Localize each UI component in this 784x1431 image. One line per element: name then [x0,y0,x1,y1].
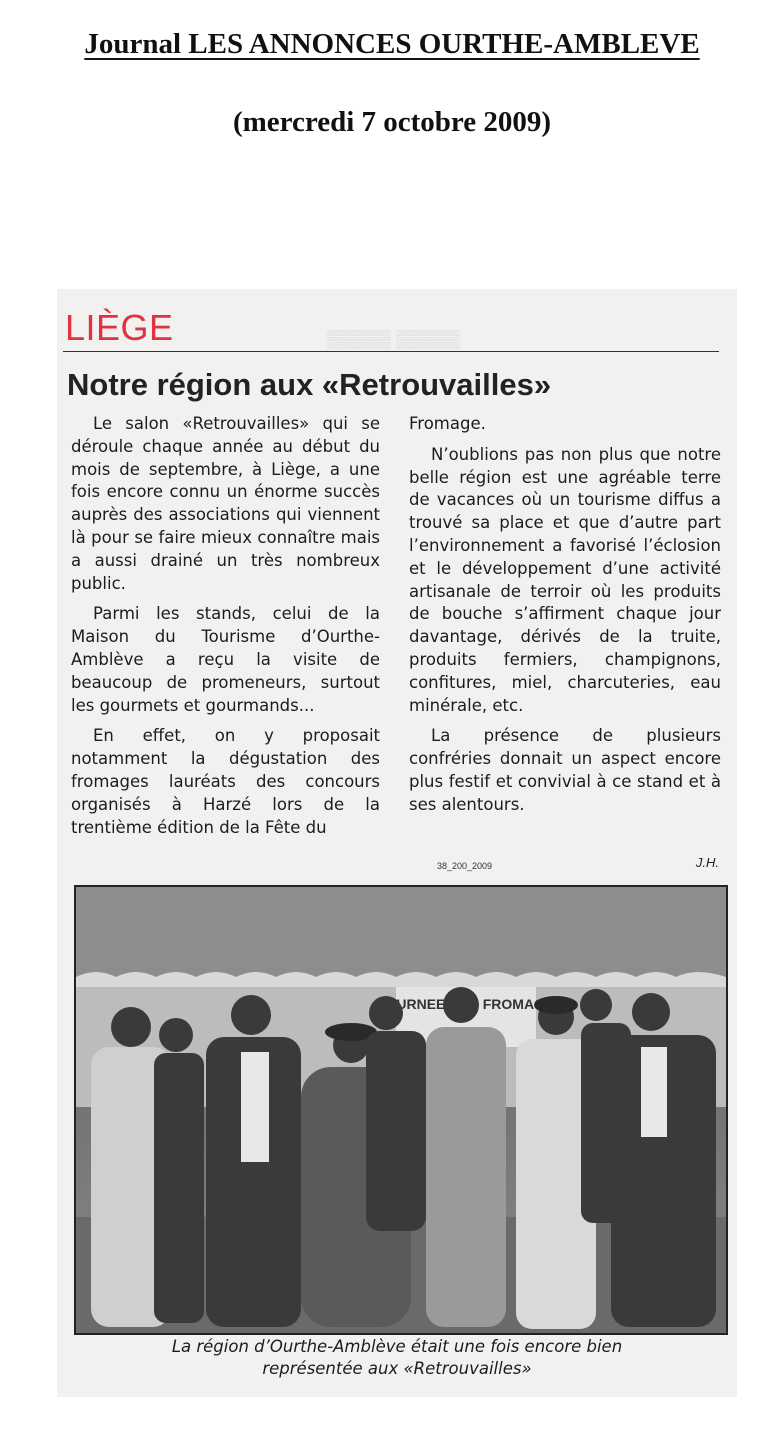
newspaper-clipping [57,289,737,1397]
paragraph: La présence de plusieurs confréries donnait un aspect encore plus festif et convivial à ce stand et à ses alentours. [409,726,721,814]
paragraph: Fromage. [409,414,486,433]
section-label: LIÈGE [65,307,174,348]
bleed-through: ▒▒▒▒▒ ▒▒▒▒▒ [327,329,460,349]
reference-code: 38_200_2009 [437,861,493,871]
photo-banner-text: JOURNEES FROMAGE [377,996,555,1012]
section-rule [63,351,719,352]
group-photo [74,885,728,1335]
photo-illustration [76,887,726,1333]
paragraph: Le salon «Retrouvailles» qui se déroule chaque année au début du mois de septembre, à Liège, a une fois encore connu un énorme succès auprès des associations qui viennent là pour se faire mieux connaître mais a aussi drainé un très nombreux public. [71,414,380,593]
author-signature: J.H. [695,855,719,870]
paragraph: En effet, on y proposait notamment la dégustation des fromages lauréats des concours organisés à Harzé lors de la trentième édition de la Fête du [71,726,380,837]
headline: Notre région aux «Retrouvailles» [67,367,552,402]
document-title: Journal LES ANNONCES OURTHE-AMBLEVE [84,28,700,60]
article-column-1 [71,413,380,847]
caption-line: La région d’Ourthe-Amblève était une fois encore bien [171,1337,623,1356]
paragraph: Parmi les stands, celui de la Maison du Tourisme d’Ourthe-Amblève a reçu la visite de beaucoup de promeneurs, surtout les gourmets et gourmands... [71,604,380,715]
paragraph: N’oublions pas non plus que notre belle région est une agréable terre de vacances où un tourisme diffus a trouvé sa place et que d’autre part l’environnement a favorisé l’éclosion et le développement d’une activité artisanale de terroir où les produits de bouche s’affirment chaque jour davantage, dérivés de la truite, produits fermiers, champignons, confitures, miel, charcuteries, eau minérale, etc. [409,444,721,715]
article-column-2 [409,413,721,825]
photo-caption [97,1336,697,1380]
document-date: (mercredi 7 octobre 2009) [232,106,552,138]
caption-line: représentée aux «Retrouvailles» [262,1359,532,1378]
